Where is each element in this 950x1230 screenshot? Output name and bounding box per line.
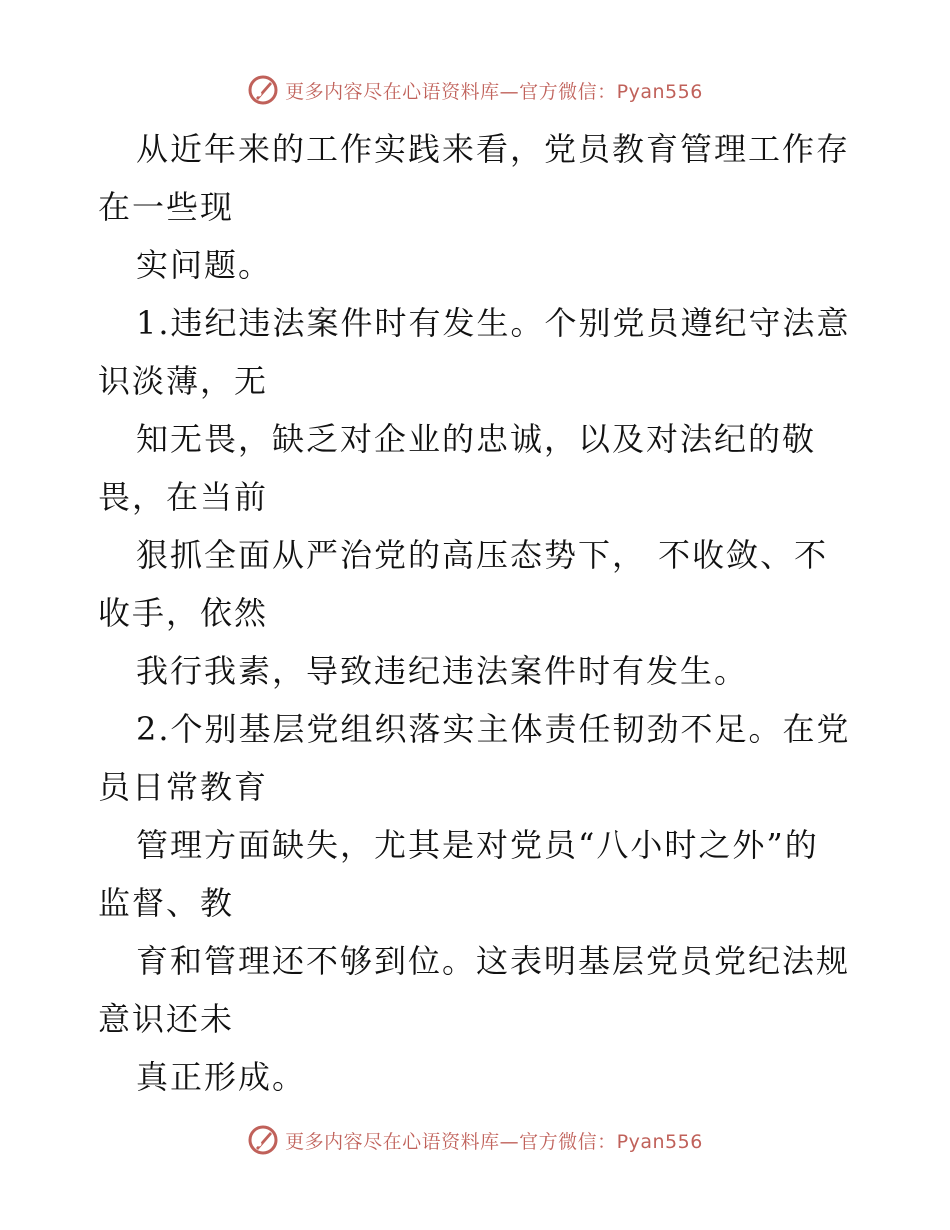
- footer-watermark: [0, 1120, 950, 1160]
- header-watermark: [0, 70, 950, 110]
- text-line: 意识还未: [98, 1000, 235, 1038]
- text-line: 识淡薄，无: [98, 362, 269, 400]
- quill-logo-icon: [247, 1124, 279, 1156]
- text-line: 狠抓全面从严治党的高压态势下， 不收敛、不: [136, 536, 829, 574]
- text-line: 2.个别基层党组织落实主体责任韧劲不足。在党: [136, 710, 851, 748]
- text-line: 管理方面缺失，尤其是对党员“八小时之外”的: [136, 826, 819, 864]
- text-line: 我行我素，导致违纪违法案件时有发生。: [136, 652, 749, 690]
- watermark-text: 更多内容尽在心语资料库—官方微信：Pyan556: [285, 80, 703, 103]
- text-line: 1.违纪违法案件时有发生。个别党员遵纪守法意: [136, 304, 851, 342]
- quill-logo-icon: [247, 74, 279, 106]
- watermark-text: 更多内容尽在心语资料库—官方微信：Pyan556: [285, 1130, 703, 1153]
- text-line: 畏，在当前: [98, 478, 269, 516]
- text-line: 从近年来的工作实践来看，党员教育管理工作存: [136, 130, 851, 168]
- text-line: 真正形成。: [136, 1058, 307, 1096]
- text-line: 知无畏，缺乏对企业的忠诚，以及对法纪的敬: [136, 420, 817, 458]
- text-line: 收手，依然: [98, 594, 269, 632]
- text-line: 实问题。: [136, 246, 273, 284]
- text-line: 员日常教育: [98, 768, 269, 806]
- text-line: 育和管理还不够到位。这表明基层党员党纪法规: [136, 942, 851, 980]
- document-body: [98, 120, 858, 1106]
- text-line: 监督、教: [98, 884, 235, 922]
- text-line: 在一些现: [98, 188, 235, 226]
